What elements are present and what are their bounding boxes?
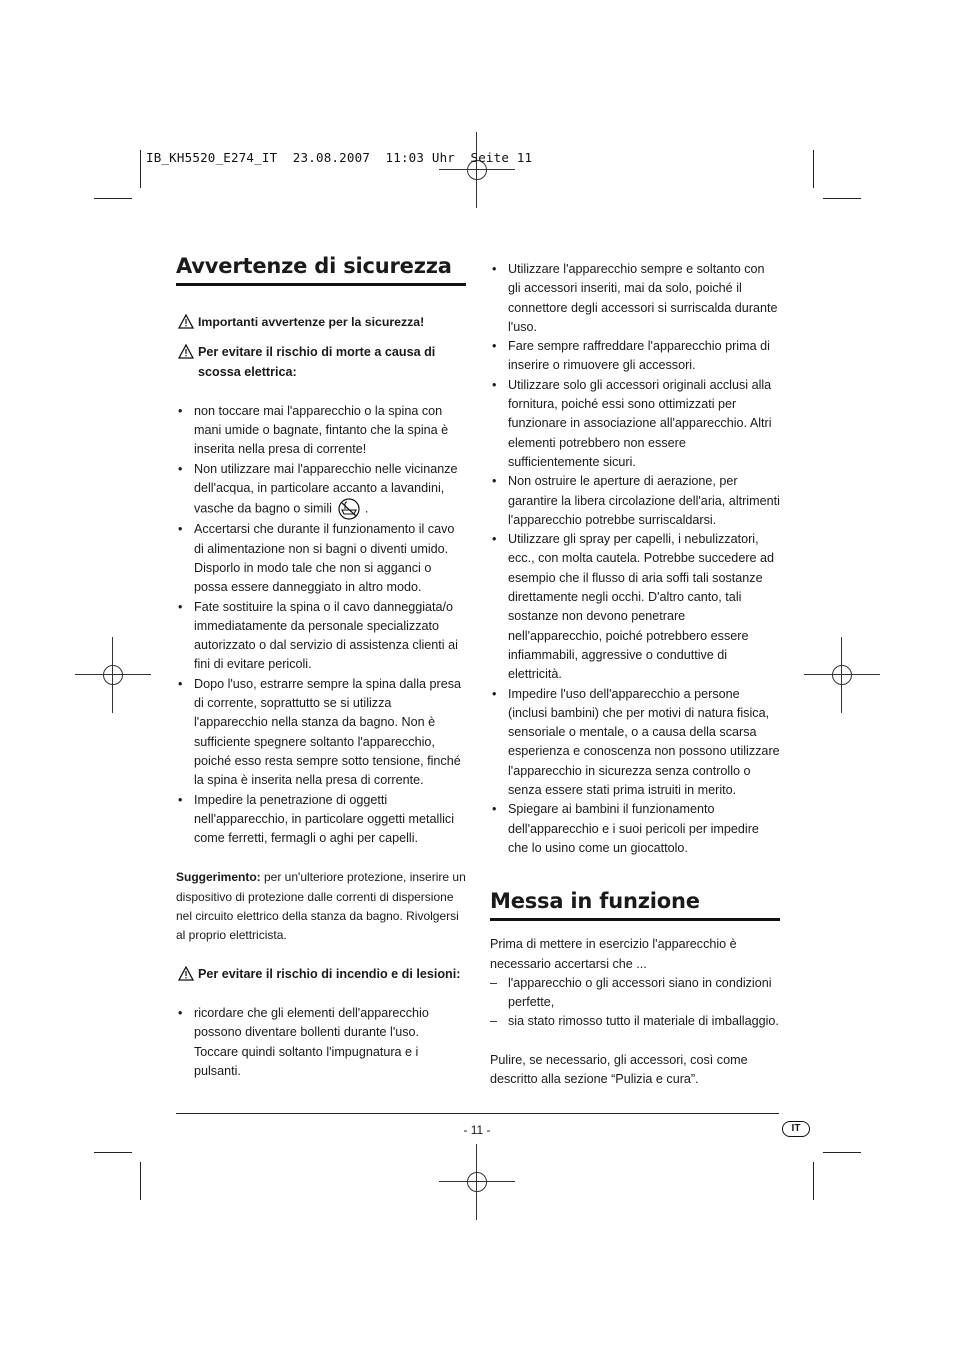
electric-safety-list bbox=[176, 402, 466, 849]
warning-electric-text: Per evitare il rischio di morte a causa di scossa elettrica: bbox=[198, 345, 436, 379]
section-title-safety: Avvertenze di sicurezza bbox=[176, 253, 466, 286]
crop-mark bbox=[813, 150, 814, 188]
registration-mark-bottom bbox=[439, 1144, 515, 1220]
footer-rule bbox=[176, 1113, 779, 1114]
warning-triangle-icon bbox=[178, 344, 194, 359]
startup-outro: Pulire, se necessario, gli accessori, così come descritto alla sezione “Pulizia e cura”. bbox=[490, 1052, 748, 1086]
list-item: • Utilizzare solo gli accessori originali acclusi alla fornitura, poiché essi sono ottimizzati per funzionare in associazione all'apparecchio. Altri elementi potrebbero non essere sufficientemente sicuri. bbox=[490, 376, 780, 472]
crop-mark bbox=[94, 198, 132, 199]
list-item: • Impedire l'uso dell'apparecchio a persone (inclusi bambini) che per motivi di natura fisica, sensoriale o mentale, o a causa della scarsa esperienza e conoscenza non possono utilizzare l'apparecchio in sicurezza senza controllo o senza essere stati prima istruiti in merito. bbox=[490, 685, 780, 801]
list-item: • Accertarsi che durante il funzionamento il cavo di alimentazione non si bagni o diventi umido. Disporlo in modo tale che non si agganci o possa essere danneggiato in altro modo. bbox=[176, 520, 466, 597]
warning-important-text: Importanti avvertenze per la sicurezza! bbox=[198, 315, 425, 329]
list-item: • Non ostruire le aperture di aerazione, per garantire la libera circolazione dell'aria, altrimenti l'apparecchio potrebbe surriscaldarsi. bbox=[490, 472, 780, 530]
list-item: • ricordare che gli elementi dell'apparecchio possono diventare bollenti durante l'uso. Toccare quindi soltanto l'impugnatura e i pulsanti. bbox=[176, 1004, 466, 1081]
list-item: • Impedire la penetrazione di oggetti nell'apparecchio, in particolare oggetti metallici come ferretti, fermagli o aghi per capelli. bbox=[176, 791, 466, 849]
list-item: – l'apparecchio o gli accessori siano in condizioni perfette, bbox=[490, 974, 780, 1013]
tip-paragraph bbox=[176, 868, 466, 945]
page-number: - 11 - bbox=[463, 1123, 491, 1137]
list-item: • Fate sostituire la spina o il cavo danneggiata/o immediatamente da personale specializzato autorizzato o dal servizio di assistenza clienti ai fini di evitare pericoli. bbox=[176, 598, 466, 675]
warning-fire bbox=[176, 965, 466, 984]
crop-mark bbox=[94, 1152, 132, 1153]
crop-mark bbox=[140, 150, 141, 188]
registration-mark-top bbox=[439, 132, 515, 208]
crop-mark bbox=[813, 1162, 814, 1200]
registration-mark-right bbox=[804, 637, 880, 713]
registration-mark-left bbox=[75, 637, 151, 713]
warning-triangle-icon bbox=[178, 314, 194, 329]
list-item: • Utilizzare gli spray per capelli, i nebulizzatori, ecc., con molta cautela. Potrebbe succedere ad esempio che il flusso di aria soffi tali sostanze direttamente negli occhi. D'altro canto, tali sostanze non devono penetrare nell'apparecchio, poiché potrebbero essere infiammabili, aggressive o conduttive di elettricità. bbox=[490, 530, 780, 684]
fire-safety-list bbox=[176, 1004, 466, 1081]
warning-important bbox=[176, 313, 466, 332]
print-slug: IB_KH5520_E274_IT 23.08.2007 11:03 Uhr Seite 11 bbox=[146, 150, 533, 165]
warning-electric bbox=[176, 343, 466, 382]
language-badge: IT bbox=[782, 1121, 810, 1137]
list-item: • Fare sempre raffreddare l'apparecchio prima di inserire o rimuovere gli accessori. bbox=[490, 337, 780, 376]
left-column bbox=[176, 253, 466, 1081]
tip-label: Suggerimento: bbox=[176, 870, 261, 885]
list-item: • Utilizzare l'apparecchio sempre e soltanto con gli accessori inseriti, mai da solo, poiché il connettore degli accessori si surriscalda durante l'uso. bbox=[490, 260, 780, 337]
crop-mark bbox=[823, 1152, 861, 1153]
list-item: • Non utilizzare mai l'apparecchio nelle vicinanze dell'acqua, in particolare accanto a lavandini, vasche da bagno o simili . bbox=[176, 460, 466, 521]
crop-mark bbox=[823, 198, 861, 199]
startup-checklist bbox=[490, 974, 780, 1032]
list-item: • non toccare mai l'apparecchio o la spina con mani umide o bagnate, fintanto che la spina è inserita nella presa di corrente! bbox=[176, 402, 466, 460]
startup-intro: Prima di mettere in esercizio l'apparecchio è necessario accertarsi che ... bbox=[490, 937, 737, 971]
list-item: – sia stato rimosso tutto il materiale di imballaggio. bbox=[490, 1012, 780, 1031]
tip-text: per un'ulteriore protezione, inserire un dispositivo di protezione dalle correnti di dispersione nel circuito elettrico della stanza da bagno. Rivolgersi al proprio elettricista. bbox=[176, 870, 466, 943]
warning-fire-text: Per evitare il rischio di incendio e di lesioni: bbox=[198, 966, 461, 981]
list-item: • Dopo l'uso, estrarre sempre la spina dalla presa di corrente, soprattutto se si utilizza l'apparecchio nella stanza da bagno. Non è sufficiente spegnere soltanto l'apparecchio, poiché esso resta sempre sotto tensione, finché la spina è inserita nella presa di corrente. bbox=[176, 675, 466, 791]
crop-mark bbox=[140, 1162, 141, 1200]
section-title-startup: Messa in funzione bbox=[490, 888, 780, 921]
accessory-safety-list bbox=[490, 260, 780, 858]
warning-triangle-icon bbox=[178, 966, 194, 981]
no-bathtub-icon bbox=[337, 498, 361, 520]
list-item: • Spiegare ai bambini il funzionamento dell'apparecchio e i suoi pericoli per impedire che lo usino come un giocattolo. bbox=[490, 800, 780, 858]
right-column bbox=[490, 260, 780, 1089]
